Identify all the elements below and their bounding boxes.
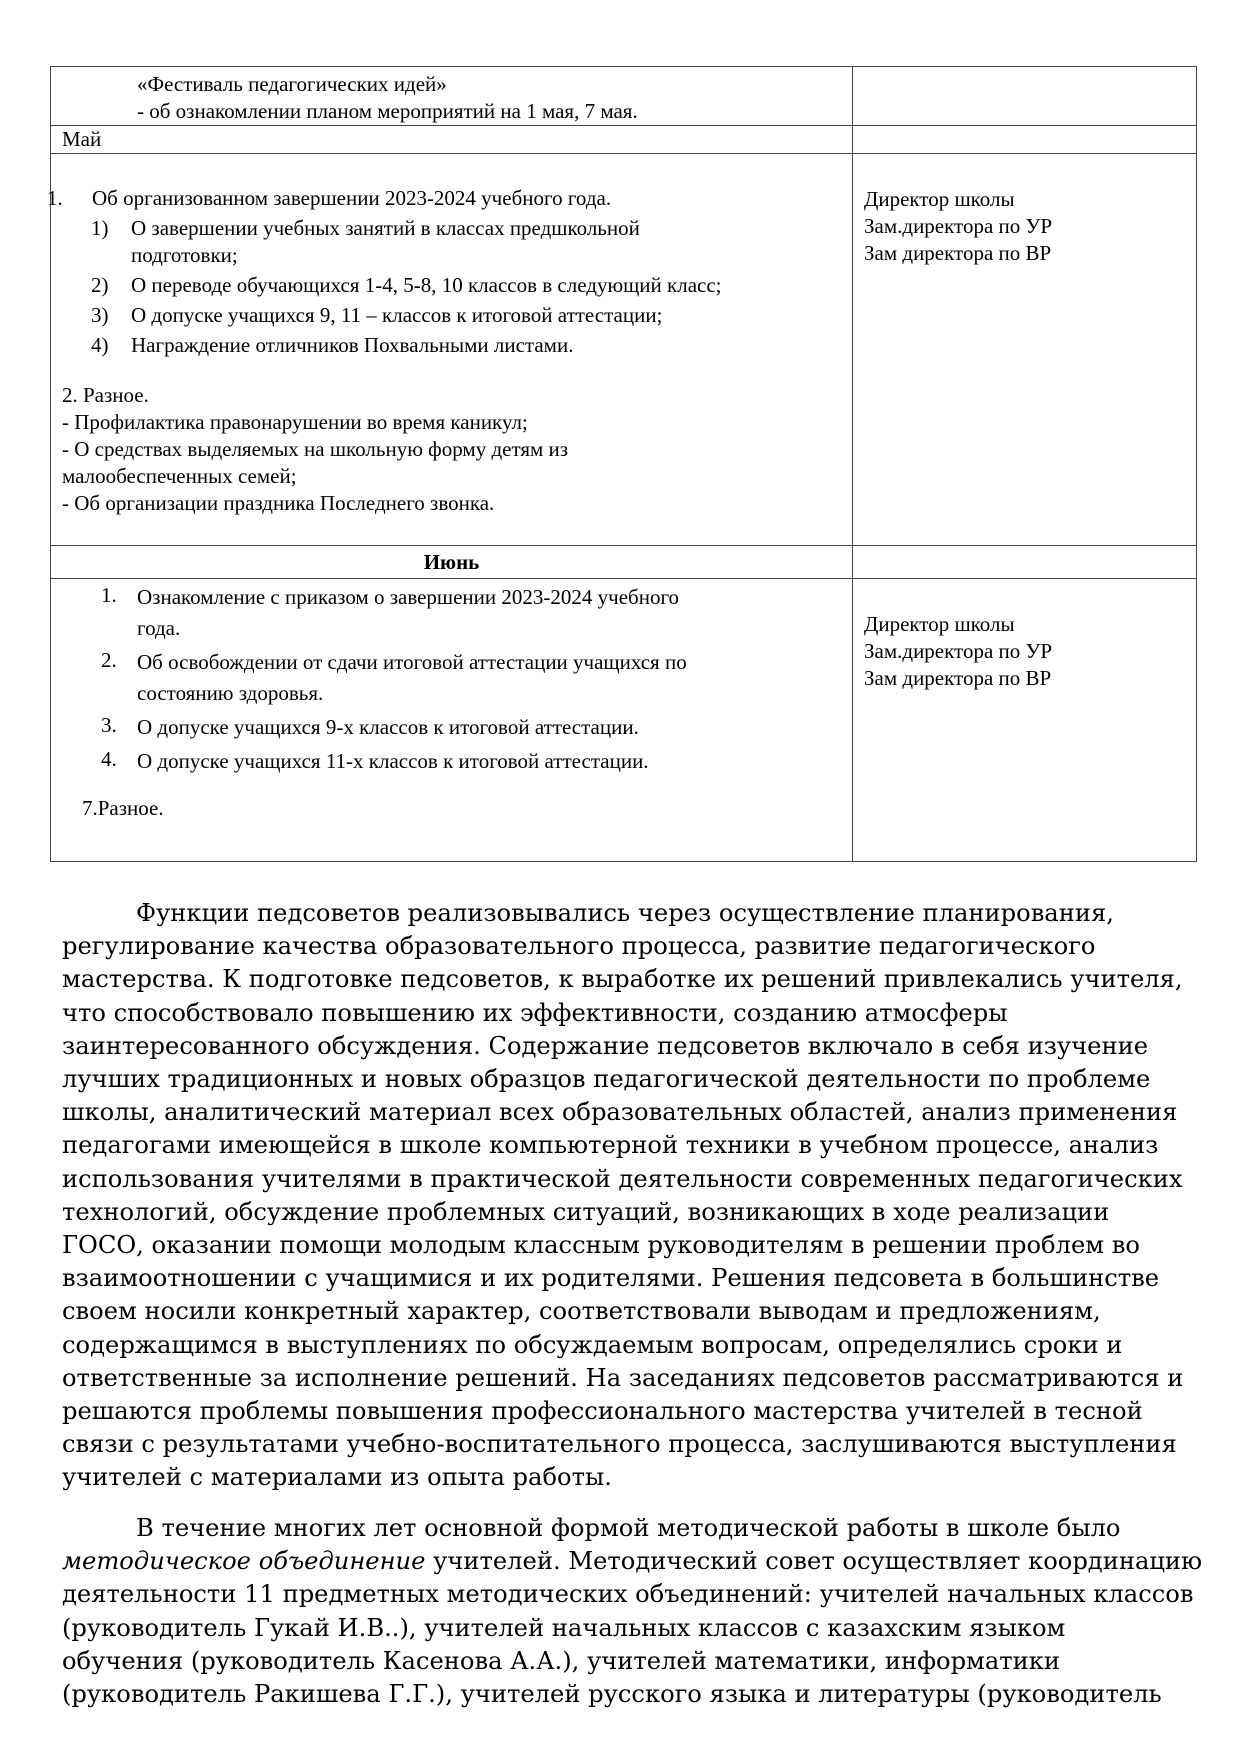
table-row — [51, 579, 1197, 862]
paragraph-line: мастерства. К подготовке педсоветов, к выработке их решений привлекались учителя, — [62, 965, 1183, 994]
june-heading: Июнь — [423, 549, 480, 574]
list-marker: 4. — [101, 747, 117, 771]
list-item — [51, 332, 852, 359]
paragraph-line — [62, 1545, 1203, 1578]
table-row — [51, 154, 1197, 546]
paragraph-line: Функции педсоветов реализовывались через осуществление планирования, — [136, 899, 1114, 927]
table-cell — [51, 67, 853, 126]
list-item-line: О допуске учащихся 9-х классов к итоговой аттестации. — [137, 715, 639, 739]
table-cell — [853, 67, 1197, 126]
list-item-line: О допуске учащихся 9, 11 – классов к итоговой аттестации; — [131, 303, 663, 327]
paragraph-line: содержащимся в выступлениях по обсуждаемым вопросам, определялись сроки и — [62, 1330, 1123, 1359]
may-other-line: малообеспеченных семей; — [62, 464, 297, 488]
may-other-line: - Об организации праздника Последнего звонка. — [62, 491, 495, 515]
table-cell — [853, 126, 1197, 154]
paragraph-line: ГОСО, оказании помощи молодым классным руководителям в решении проблем во — [62, 1231, 1140, 1260]
may-heading: Май — [62, 127, 102, 151]
paragraph-line: ответственные за исполнение решений. На заседаниях педсоветов рассматриваются и — [62, 1363, 1184, 1392]
paragraph-line: использования учителями в практической деятельности современных педагогических — [62, 1164, 1183, 1193]
table-row — [51, 67, 1197, 126]
paragraph-line: своем носили конкретный характер, соответствовали выводам и предложениям, — [62, 1297, 1101, 1326]
paragraph-line: учителей с материалами из опыта работы. — [62, 1463, 612, 1492]
list-item — [51, 712, 852, 743]
table-cell — [853, 546, 1197, 579]
list-item — [51, 272, 852, 299]
pedagogical-council-table — [47, 66, 1197, 862]
may-responsible — [853, 154, 1196, 267]
paragraph-line: решаются проблемы повышения профессионального мастерства учителей в тесной — [62, 1397, 1143, 1426]
list-marker: 1. — [47, 186, 63, 210]
responsible-line: Зам.директора по УР — [864, 639, 1053, 663]
paragraph-line: взаимоотношении с учащимися и их родителями. Решения педсовета в большинстве — [62, 1264, 1160, 1293]
paragraph-line: лучших традиционных и новых образцов педагогической деятельности по проблеме — [62, 1065, 1151, 1094]
list-item-line: года. — [137, 616, 181, 640]
list-marker: 3) — [91, 303, 109, 327]
table-row — [51, 546, 1197, 579]
table-cell — [47, 154, 853, 546]
may-item-1 — [47, 185, 852, 212]
row1-line: «Фестиваль педагогических идей» — [137, 72, 447, 96]
may-other-heading: 2. Разное. — [62, 383, 149, 407]
list-item — [51, 582, 852, 644]
list-item — [51, 302, 852, 329]
list-marker: 1. — [101, 583, 117, 607]
list-item-line: Об освобождении от сдачи итоговой аттестации учащихся по — [137, 650, 687, 674]
table-cell — [51, 546, 853, 579]
paragraph-line: технологий, обсуждение проблемных ситуаций, возникающих в ходе реализации — [62, 1197, 1110, 1226]
responsible-line: Директор школы — [864, 187, 1015, 211]
list-marker: 2) — [91, 273, 109, 297]
list-marker: 2. — [101, 648, 117, 672]
paragraph-line: что способствовало повышению их эффективности, созданию атмосферы — [62, 998, 1008, 1027]
paragraph-line: регулирование качества образовательного процесса, развитие педагогического — [62, 932, 1096, 961]
paragraph-pedsovet — [62, 897, 1182, 1495]
table-row — [51, 126, 1197, 154]
plan-table — [47, 66, 1194, 862]
list-item-line: О допуске учащихся 11-х классов к итоговой аттестации. — [137, 749, 649, 773]
paragraph-line: связи с результатами учебно-воспитательного процесса, заслушиваются выступления — [62, 1430, 1177, 1459]
paragraph-line: обучения (руководитель Касенова А.А.), учителей математики, информатики — [62, 1646, 1061, 1675]
responsible-line: Директор школы — [864, 612, 1015, 636]
list-marker: 3. — [101, 713, 117, 737]
paragraph-line: школы, аналитический материал всех образовательных областей, анализ применения — [62, 1098, 1178, 1127]
list-item — [51, 215, 852, 269]
list-item — [51, 647, 852, 709]
list-item — [51, 746, 852, 777]
list-marker: 4) — [91, 333, 109, 357]
paragraph-line: В течение многих лет основной формой методической работы в школе было — [136, 1514, 1121, 1542]
june-responsible — [853, 579, 1196, 692]
responsible-line: Зам директора по ВР — [864, 666, 1052, 690]
italic-term: методическое объединение — [62, 1547, 426, 1576]
paragraph-line: педагогами имеющейся в школе компьютерной техники в учебном процессе, анализ — [62, 1131, 1159, 1160]
row1-line: - об ознакомлении планом мероприятий на 1 мая, 7 мая. — [137, 99, 638, 123]
table-cell — [51, 126, 853, 154]
paragraph-line: (руководитель Гукай И.В..), учителей начальных классов с казахским языком — [62, 1613, 1066, 1642]
list-item-line: О завершении учебных занятий в классах предшкольной — [131, 216, 640, 240]
responsible-line: Зам директора по ВР — [864, 241, 1052, 265]
table-cell — [51, 579, 853, 862]
paragraph-methodical — [62, 1512, 1203, 1711]
table-cell — [853, 579, 1197, 862]
list-item-line: состоянию здоровья. — [137, 681, 324, 705]
june-other: 7.Разное. — [82, 796, 164, 820]
list-marker: 1) — [91, 216, 109, 240]
paragraph-line: (руководитель Ракишева Г.Г.), учителей русского языка и литературы (руководитель — [62, 1680, 1162, 1709]
paragraph-line: деятельности 11 предметных методических объединений: учителей начальных классов — [62, 1580, 1194, 1609]
list-item-line: Награждение отличников Похвальными листами. — [131, 333, 574, 357]
may-other-line: - Профилактика правонарушении во время каникул; — [62, 410, 528, 434]
paragraph-line: заинтересованного обсуждения. Содержание педсоветов включало в себя изучение — [62, 1031, 1149, 1060]
may-other-line: - О средствах выделяемых на школьную форму детям из — [62, 437, 569, 461]
table-cell — [853, 154, 1197, 546]
list-item-line: подготовки; — [131, 243, 238, 267]
may-item-1-text: Об организованном завершении 2023-2024 учебного года. — [92, 186, 612, 210]
responsible-line: Зам.директора по УР — [864, 214, 1053, 238]
paragraph-line-rest: учителей. Методический совет осуществляет координацию — [425, 1547, 1203, 1576]
list-item-line: Ознакомление с приказом о завершении 2023-2024 учебного — [137, 585, 680, 609]
list-item-line: О переводе обучающихся 1-4, 5-8, 10 классов в следующий класс; — [131, 273, 722, 297]
